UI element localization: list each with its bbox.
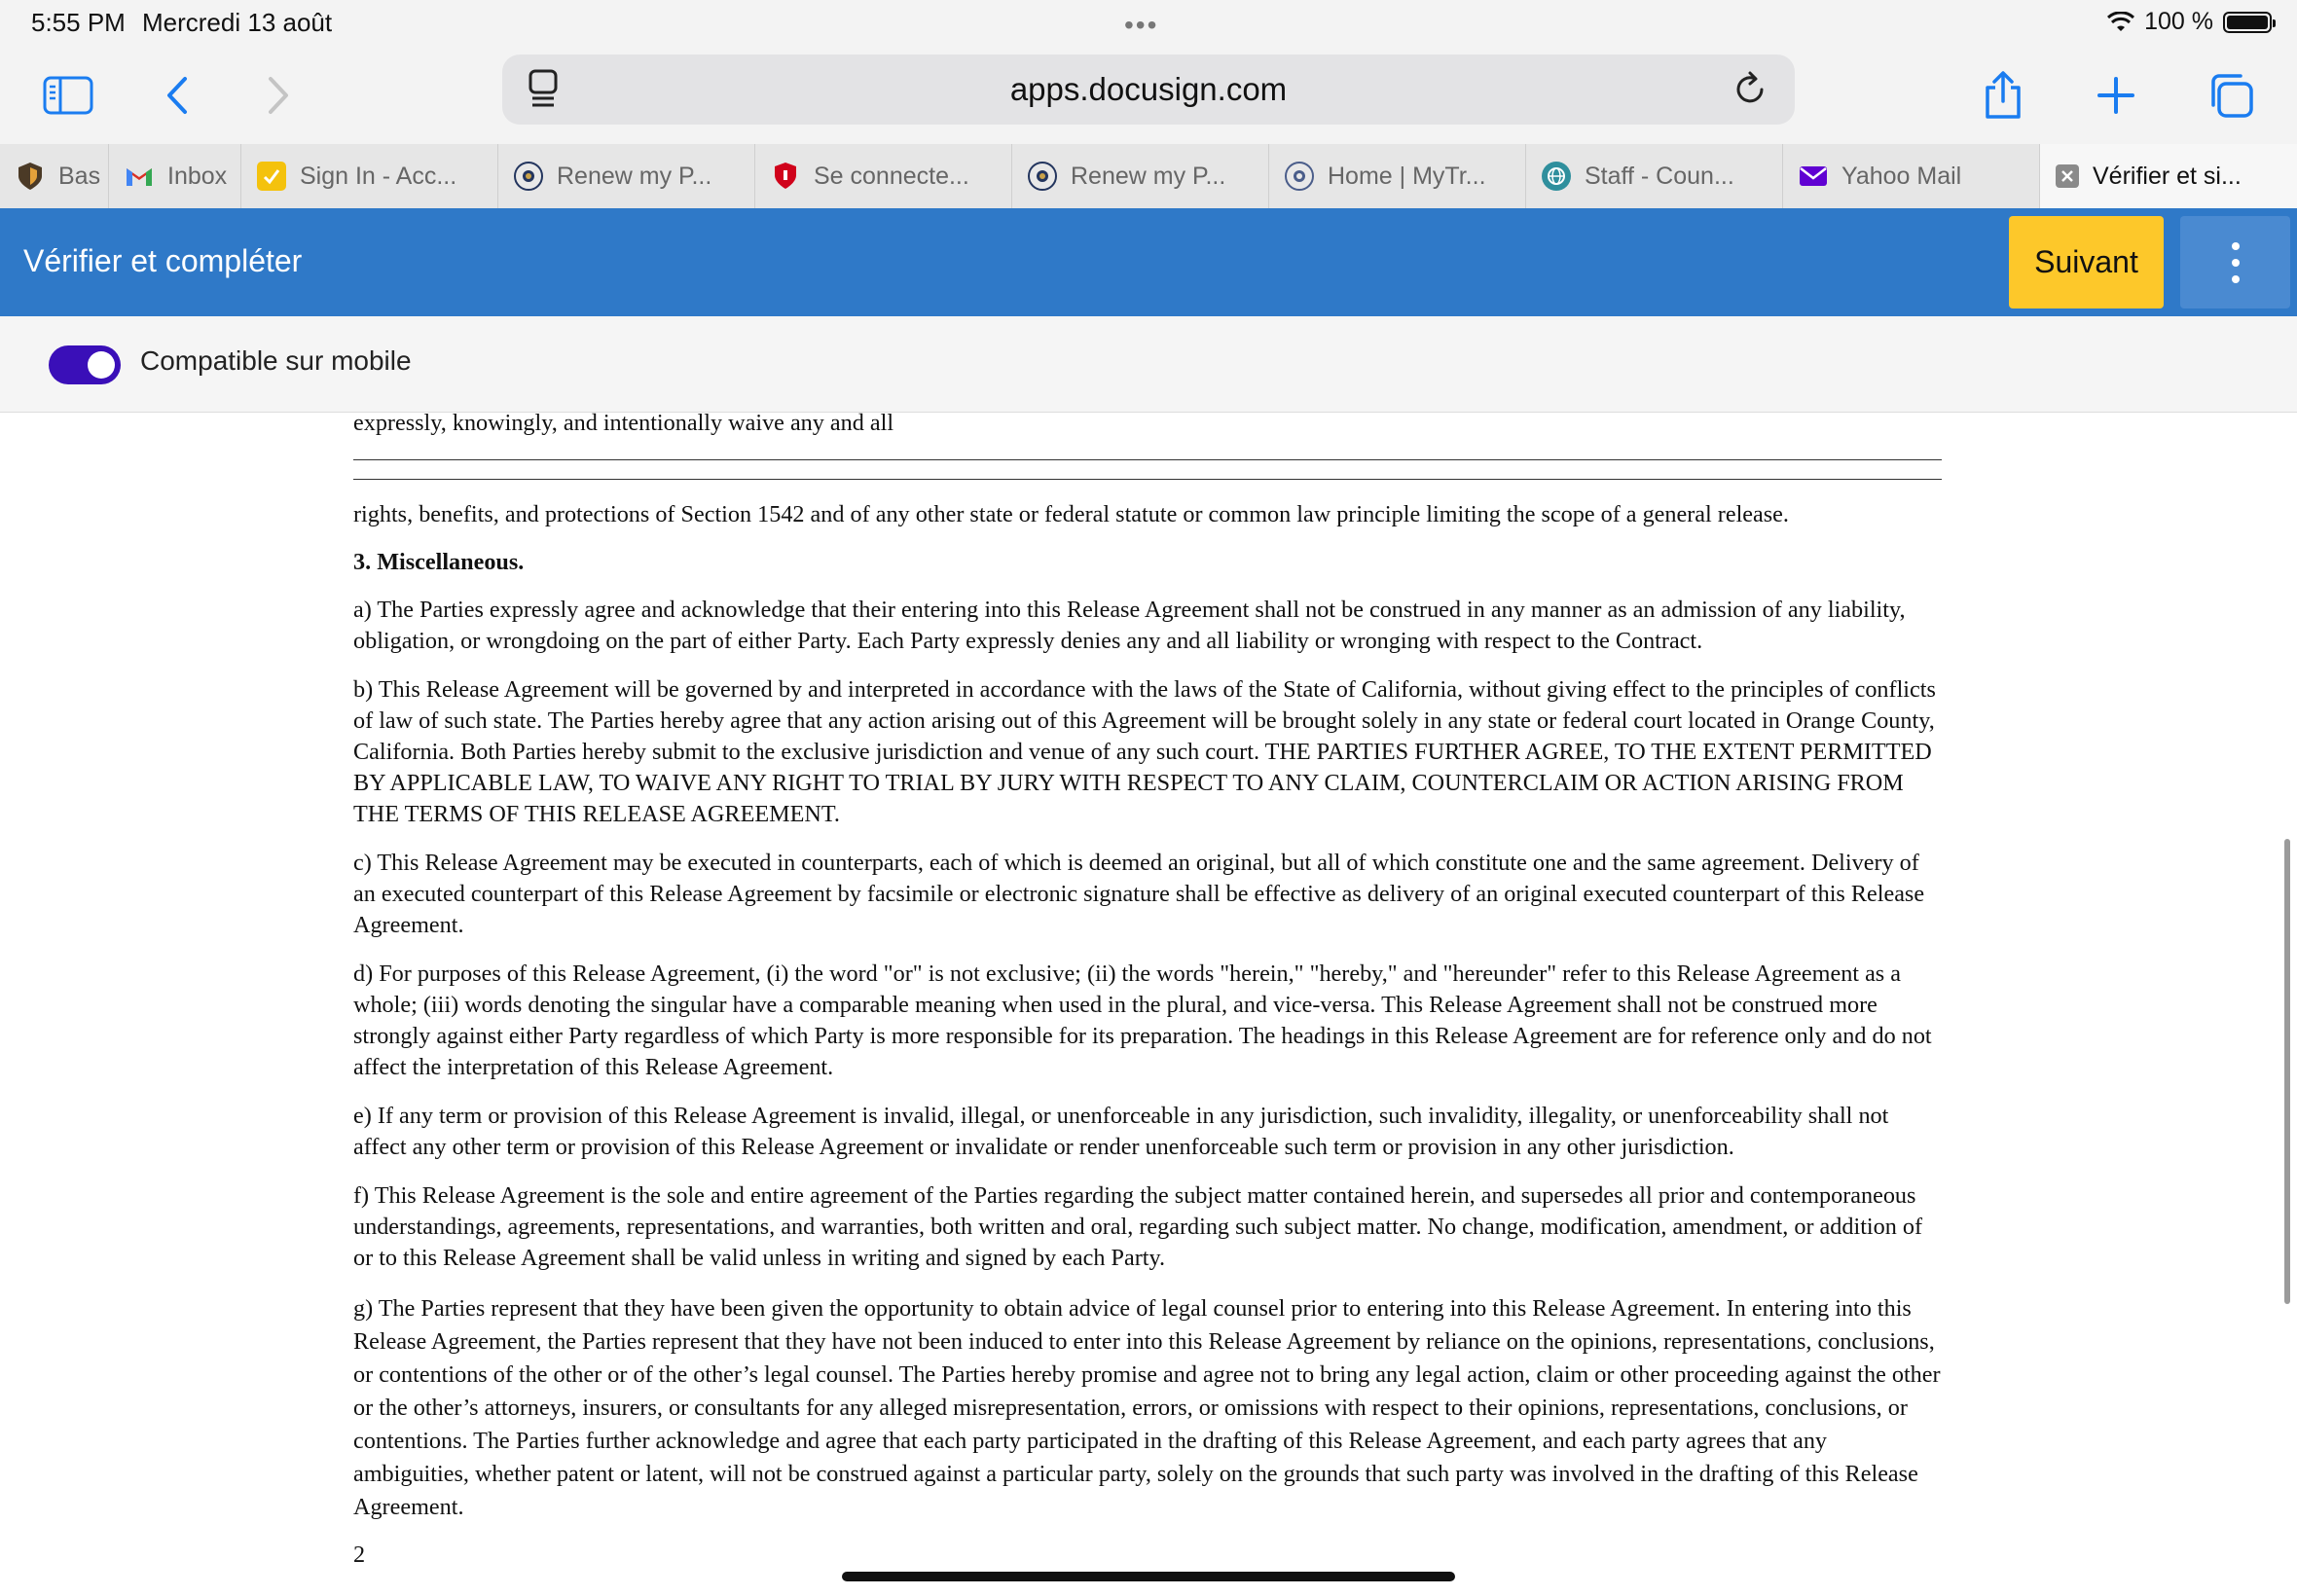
document-paragraph: c) This Release Agreement may be executed in counterparts, each of which is deemed an original, but all of which constitute one and the same agreement. Delivery of an executed counterpart of this Release Agreement by facsimile or electronic signature shall be effective as delivery of an original executed counterpart of this Release Agreement.: [353, 850, 1925, 938]
docusign-header: [0, 208, 2297, 316]
document-paragraph: a) The Parties expressly agree and acknowledge that their entering into this Release Agreement shall not be construed in any manner as an admission of any liability, obligation, or wrongdoing on the part of either Party. Each Party expressly denies any and all liability or wronging with respect to the Contract.: [353, 597, 1906, 654]
status-time: 5:55 PM: [31, 8, 126, 37]
tab-home-mytr[interactable]: Home | MyTr...: [1269, 144, 1526, 208]
sidebar-icon[interactable]: [39, 66, 97, 125]
tab-renew-1[interactable]: Renew my P...: [498, 144, 755, 208]
battery-icon: [2223, 12, 2272, 33]
more-options-icon[interactable]: [2180, 216, 2290, 308]
globe-icon: [1542, 162, 1571, 191]
forward-icon[interactable]: [249, 66, 308, 125]
address-bar[interactable]: [502, 54, 1795, 125]
next-button[interactable]: Suivant: [2009, 216, 2164, 308]
tab-bas[interactable]: Bas: [0, 144, 109, 208]
document-paragraph: f) This Release Agreement is the sole and entire agreement of the Parties regarding the subject matter contained herein, and supersedes all prior and contemporaneous understandings, agreements, representations, and warranties, both written and oral, regarding such subject matter. No change, modification, amendment, or addition of or to this Release Agreement shall be valid unless in writing and signed by each Party.: [353, 1182, 1923, 1271]
document-paragraph: rights, benefits, and protections of Section 1542 and of any other state or federal statute or common law principle limiting the scope of a general release.: [353, 501, 1789, 527]
document-page: [353, 412, 1942, 1571]
document-paragraph: d) For purposes of this Release Agreement, (i) the word "or" is not exclusive; (ii) the words "herein," "hereby," and "hereunder" refer to this Release Agreement as a whole; (iii) words denoting the singular have a comparable meaning when used in the plural, and vice-versa. This Release Agreement shall not be construed more strongly against either Party regardless of which Party is more responsible for its preparation. The headings in this Release Agreement are for reference only and do not affect the interpretation of this Release Agreement.: [353, 961, 1932, 1080]
tab-sign-in[interactable]: Sign In - Acc...: [241, 144, 498, 208]
mobile-friendly-label: Compatible sur mobile: [140, 345, 412, 376]
multitasking-dots-icon[interactable]: •••: [1124, 10, 1159, 40]
tab-renew-2[interactable]: Renew my P...: [1012, 144, 1269, 208]
back-icon[interactable]: [148, 66, 206, 125]
seal-icon: [514, 162, 543, 191]
tab-bar: [0, 144, 2297, 208]
document-top-line: expressly, knowingly, and intentionally waive any and all: [353, 410, 894, 436]
tab-staff[interactable]: Staff - Coun...: [1526, 144, 1783, 208]
scrollbar[interactable]: [2284, 839, 2290, 1304]
page-number: 2: [353, 1542, 366, 1568]
check-icon: [257, 162, 286, 191]
document-paragraph: b) This Release Agreement will be governed by and interpreted in accordance with the laws of the State of California, without giving effect to the principles of conflicts of law of such state. The Parties hereby agree that any action arising out of this Agreement will be brought solely in any state or federal court located in Orange County, California. Both Parties hereby submit to the exclusive jurisdiction and venue of any such court. THE PARTIES FURTHER AGREE, TO THE EXTENT PERMITTED BY APPLICABLE LAW, TO WAIVE ANY RIGHT TO TRIAL BY JURY WITH RESPECT TO ANY CLAIM, COUNTERCLAIM OR ACTION ARISING FROM THE TERMS OF THIS RELEASE AGREEMENT.: [353, 676, 1936, 827]
document-paragraph: g) The Parties represent that they have been given the opportunity to obtain advice of legal counsel prior to entering into this Release Agreement. In entering into this Release Agreement, the Parties represent that they have not been induced to enter into this Release Agreement by reliance on the opinions, representations, conclusions, or contentions of the other or of the other’s legal counsel. The Parties hereby promise and agree not to bring any legal action, claim or other proceeding against the other or the other’s attorneys, insurers, or consultants for any alleged misrepresentation, errors, or omissions with respect to their opinions, representations, conclusions, or contentions. The Parties further acknowledge and agree that each party participated in the drafting of this Release Agreement, and each party agrees that any ambiguities, whether patent or latent, will not be construed against a particular party, solely on the grounds that such party was involved in the drafting of this Release Agreement.: [353, 1295, 1941, 1520]
close-icon[interactable]: [2056, 164, 2079, 188]
seal-icon: [1028, 162, 1057, 191]
url-text: apps.docusign.com: [1009, 71, 1288, 107]
seal-icon: [1285, 162, 1314, 191]
status-date: Mercredi 13 août: [142, 8, 333, 37]
form-line: [353, 479, 1942, 480]
page-title: Vérifier et compléter: [23, 243, 303, 278]
document-paragraph: e) If any term or provision of this Release Agreement is invalid, illegal, or unenforceable in any jurisdiction, such invalidity, illegality, or unenforceability shall not affect any other term or provision of this Release Agreement or invalidate or render unenforceable such term or provision in any other jurisdiction.: [353, 1103, 1889, 1160]
gmail-icon: [125, 162, 154, 191]
shield-icon: [16, 162, 45, 191]
wifi-icon: [2107, 12, 2134, 33]
tab-se-connecter[interactable]: Se connecte...: [755, 144, 1012, 208]
new-tab-icon[interactable]: [2087, 66, 2145, 125]
status-bar: [0, 0, 2297, 47]
share-icon[interactable]: [1974, 66, 2032, 125]
browser-toolbar: [0, 47, 2297, 144]
tab-verifier-active[interactable]: Vérifier et si...: [2040, 144, 2297, 208]
home-indicator[interactable]: [842, 1572, 1455, 1581]
mail-icon: [1799, 162, 1828, 191]
reload-icon[interactable]: [1732, 70, 1769, 114]
status-right: [2107, 8, 2272, 36]
tab-inbox[interactable]: Inbox: [109, 144, 241, 208]
section-heading: 3. Miscellaneous.: [353, 549, 525, 575]
tab-overview-icon[interactable]: [2202, 66, 2260, 125]
shield-icon: [771, 162, 800, 191]
mobile-friendly-toggle[interactable]: [49, 345, 121, 384]
mobile-friendly-bar: [0, 316, 2297, 413]
tab-yahoo-mail[interactable]: Yahoo Mail: [1783, 144, 2040, 208]
battery-percent: 100 %: [2144, 8, 2213, 35]
form-line: [353, 459, 1942, 460]
